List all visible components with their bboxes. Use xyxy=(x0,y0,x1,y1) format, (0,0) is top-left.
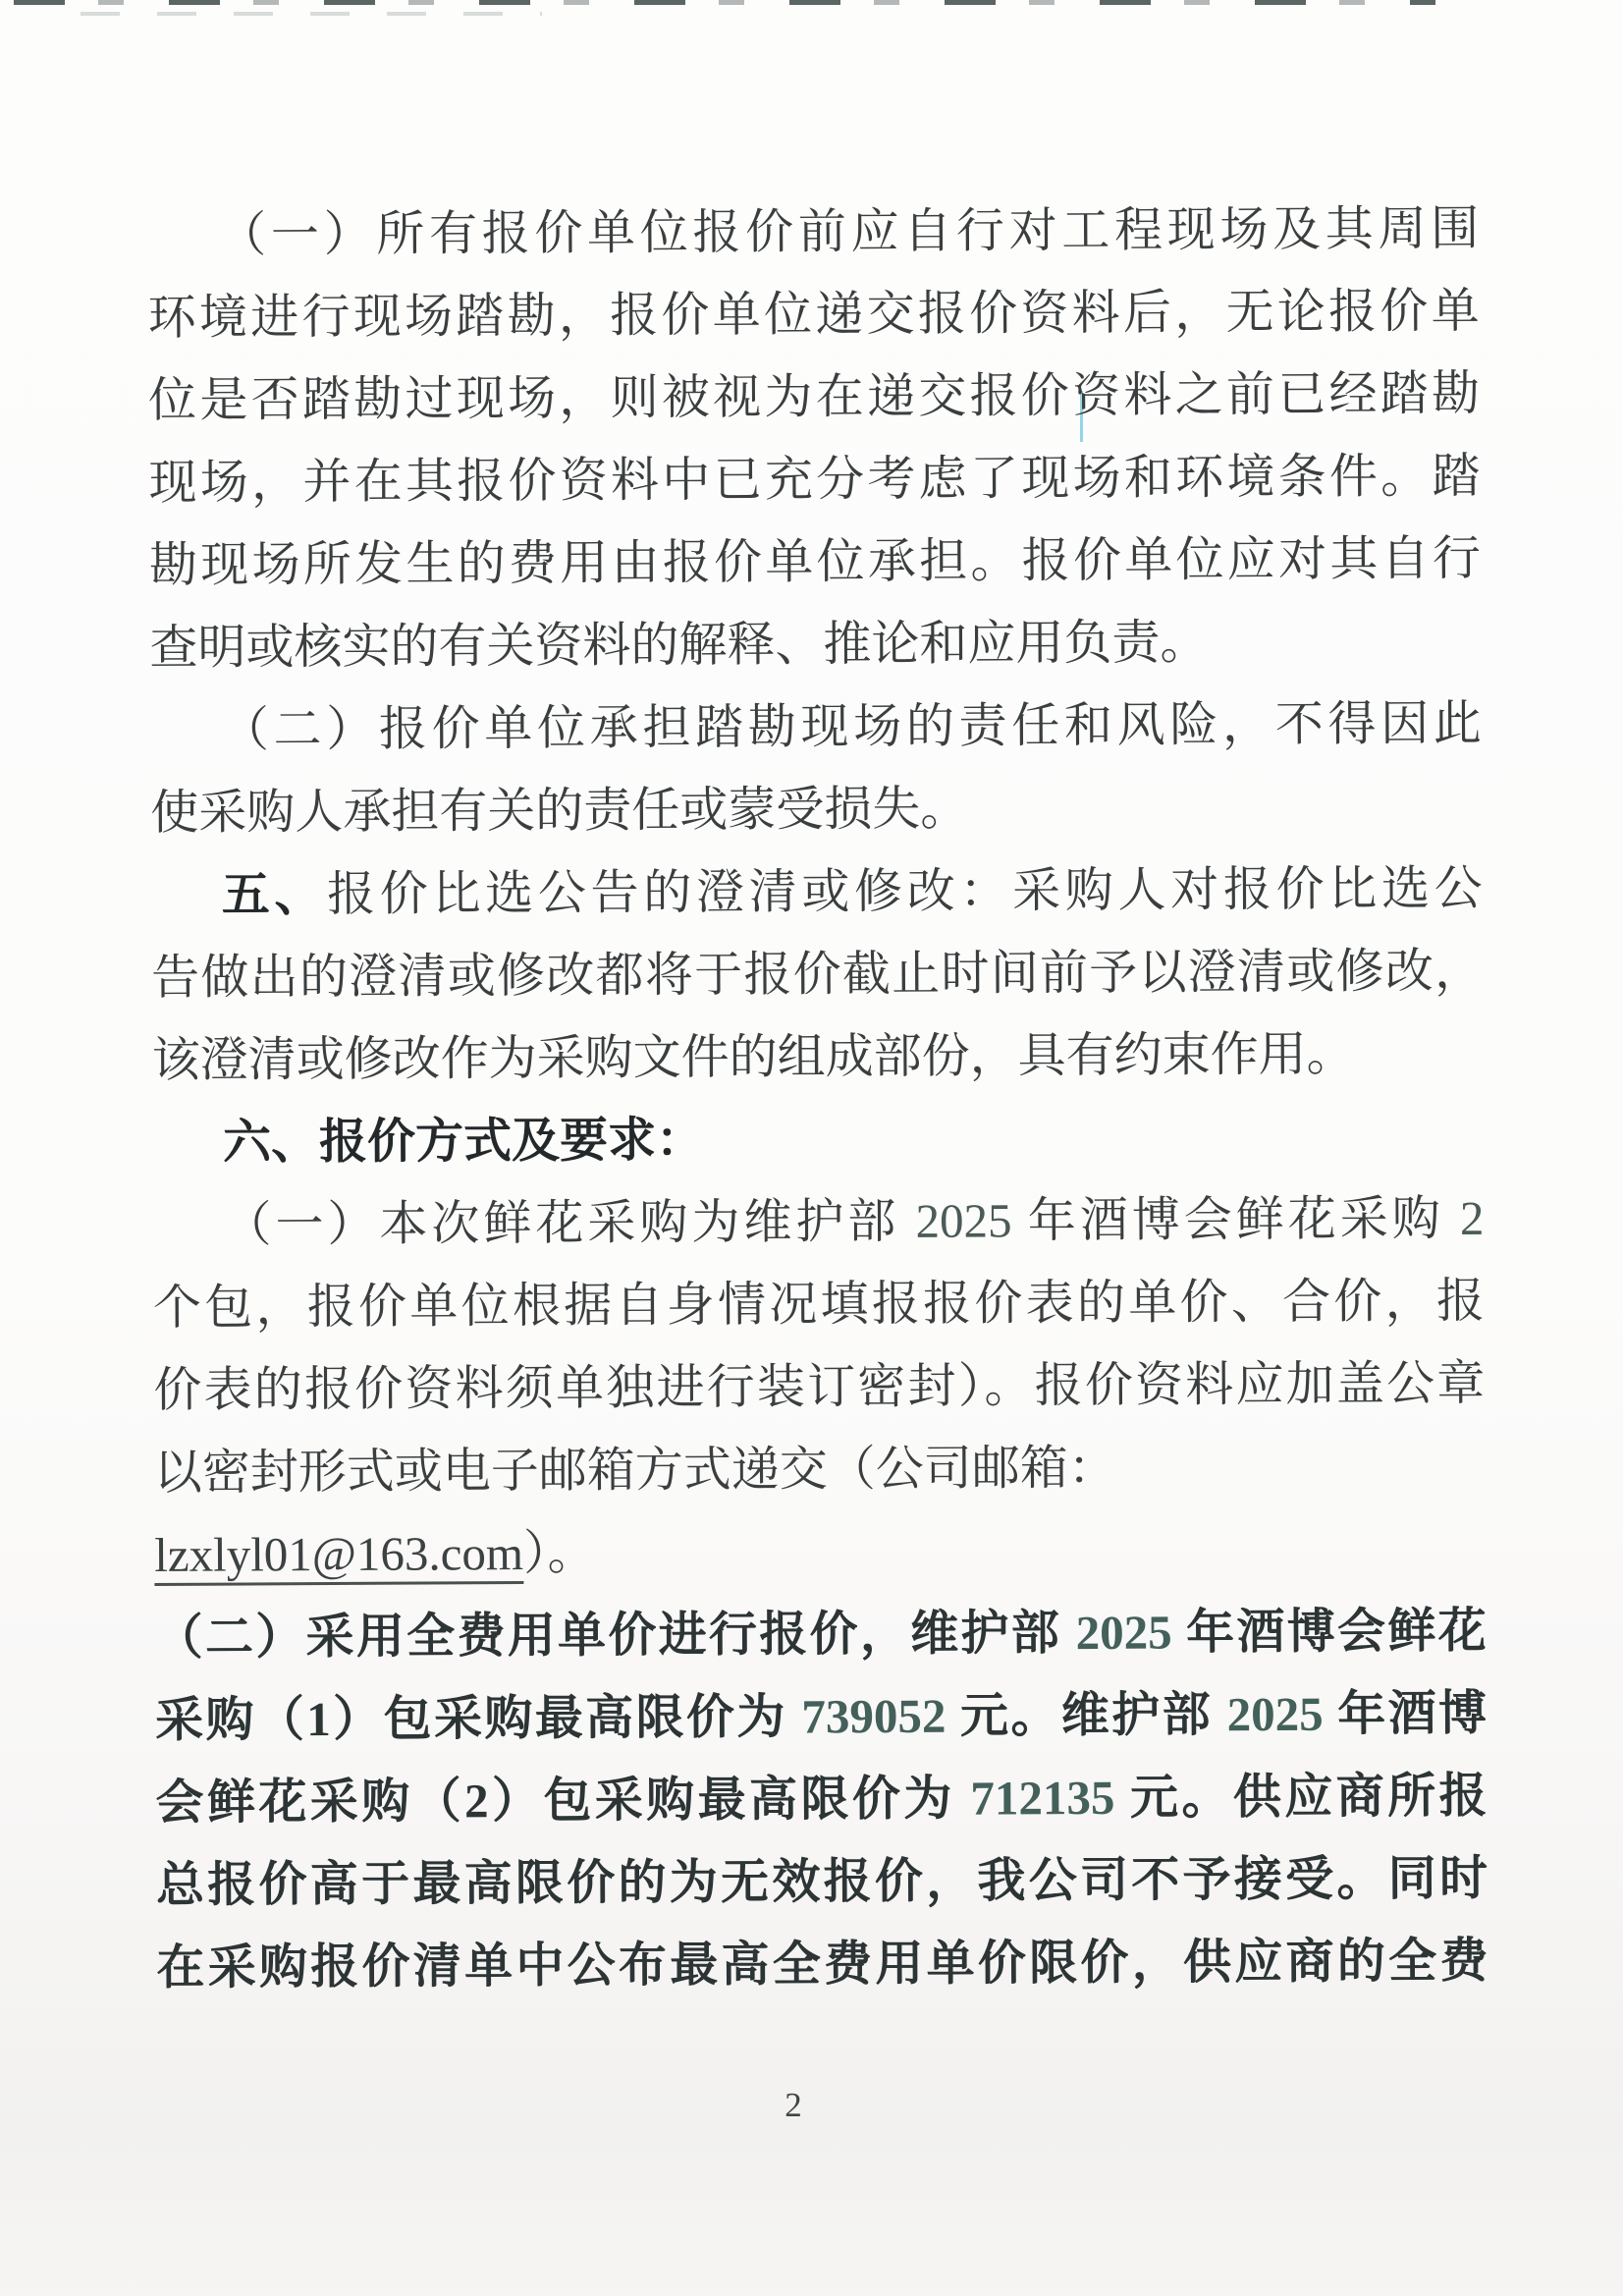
section-6-item-1-line xyxy=(153,1342,1485,1432)
text-run: （二）采用全费用单价进行报价，维护部 xyxy=(154,1606,1076,1665)
text-run: 总报价高于最高限价的为无效报价，我公司不予接受。同时 xyxy=(155,1850,1488,1912)
clause-1-line xyxy=(149,600,1481,689)
package-count-number: 2 xyxy=(1459,1190,1485,1246)
scan-edge-artifact xyxy=(14,0,1435,5)
text-run: 元。维护部 xyxy=(946,1687,1227,1743)
section-6-item-2-line xyxy=(155,1672,1487,1762)
document-body xyxy=(147,188,1488,2009)
page-number: 2 xyxy=(784,2086,802,2124)
email-line xyxy=(154,1507,1486,1597)
year-number: 2025 xyxy=(1226,1686,1324,1742)
section-6-item-1-line xyxy=(153,1260,1485,1349)
scan-edge-artifact-faint xyxy=(81,12,542,16)
clause-1-line xyxy=(149,518,1481,607)
text-run: 报价比选公告的澄清或修改：采购人对报价比选公 xyxy=(326,860,1483,922)
package-1-price-limit: 739052 xyxy=(801,1688,947,1744)
section-5-number: 五、 xyxy=(221,868,328,922)
text-run: 环境进行现场踏勘，报价单位递交报价资料后，无论报价单 xyxy=(147,283,1480,345)
company-email-text: lzxlyl01@163.com xyxy=(154,1526,523,1586)
section-6-item-2-line xyxy=(154,1590,1486,1679)
clause-1-line xyxy=(148,353,1480,442)
section-6-item-1-line xyxy=(154,1425,1486,1514)
text-run: ）。 xyxy=(522,1525,596,1581)
text-run: 元。供应商所报 xyxy=(1114,1768,1488,1825)
text-run: 现场，并在其报价资料中已充分考虑了现场和环境条件。踏 xyxy=(148,448,1481,510)
text-run: 个包，报价单位根据自身情况填报报价表的单价、合价，报 xyxy=(152,1273,1486,1335)
year-number: 2025 xyxy=(915,1193,1012,1248)
section-6-item-2-line xyxy=(156,1920,1488,2009)
text-run: 该澄清或修改作为采购文件的组成部份，具有约束作用。 xyxy=(151,1026,1355,1087)
section-6-heading-text: 六、报价方式及要求： xyxy=(222,1114,705,1170)
text-run: （二）报价单位承担踏勘现场的责任和风险，不得因此 xyxy=(220,695,1482,757)
text-run: 告做出的澄清或修改都将于报价截止时间前予以澄清或修改， xyxy=(151,943,1484,1005)
text-run: 查明或核实的有关资料的解释、推论和应用负责。 xyxy=(149,615,1209,675)
text-run: 采购（1）包采购最高限价为 xyxy=(154,1689,802,1747)
section-6-heading xyxy=(152,1095,1484,1184)
text-run: （一）本次鲜花采购为维护部 xyxy=(223,1193,916,1252)
clause-1-line xyxy=(148,435,1480,524)
section-5-line xyxy=(151,930,1483,1019)
text-run: 以密封形式或电子邮箱方式递交（公司邮箱： xyxy=(153,1440,1116,1500)
year-number: 2025 xyxy=(1075,1605,1172,1661)
section-6-item-1-line xyxy=(152,1177,1484,1267)
text-run: 勘现场所发生的费用由报价单位承担。报价单位应对其自行 xyxy=(148,530,1482,592)
text-run: 年酒博 xyxy=(1323,1685,1488,1741)
section-5-line xyxy=(151,1012,1483,1102)
text-run: 位是否踏勘过现场，则被视为在递交报价资料之前已经踏勘 xyxy=(147,365,1481,427)
clause-2-line xyxy=(150,683,1482,772)
clause-2-line xyxy=(150,765,1482,854)
text-run: 使采购人承担有关的责任或蒙受损失。 xyxy=(150,781,969,840)
section-6-item-2-line xyxy=(155,1755,1487,1844)
text-run: 价表的报价资料须单独进行装订密封）。报价资料应加盖公章 xyxy=(153,1355,1486,1417)
text-run: （一）所有报价单位报价前应自行对工程现场及其周围 xyxy=(218,200,1480,262)
section-5-line xyxy=(151,847,1483,937)
package-2-price-limit: 712135 xyxy=(970,1770,1115,1826)
clause-1-line xyxy=(147,188,1479,277)
text-run: 在采购报价清单中公布最高全费用单价限价，供应商的全费 xyxy=(156,1933,1488,1995)
clause-1-line xyxy=(147,270,1479,359)
text-run: 会鲜花采购（2）包采购最高限价为 xyxy=(155,1771,971,1830)
text-run: 年酒博会鲜花 xyxy=(1171,1603,1487,1660)
text-run: 年酒博会鲜花采购 xyxy=(1011,1191,1461,1248)
section-6-item-2-line xyxy=(156,1837,1488,1927)
